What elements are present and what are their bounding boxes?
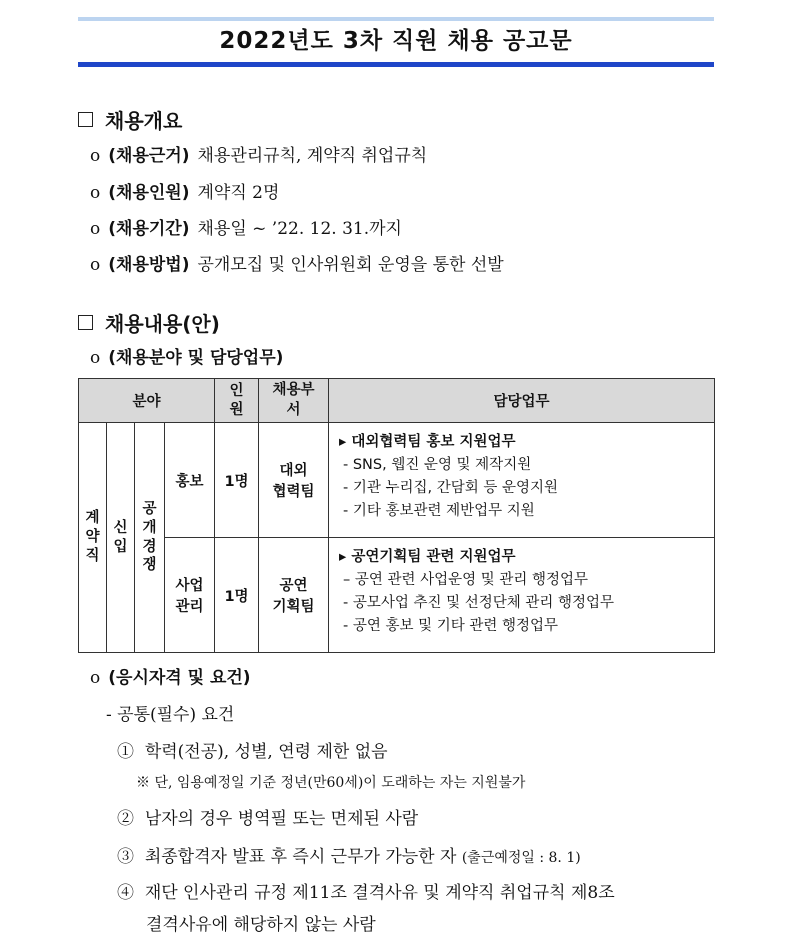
requirement-item: ① 학력(전공), 성별, 연령 제한 없음 — [117, 742, 388, 762]
row-field: 사업 관리 — [165, 538, 215, 653]
bullet-marker: o — [90, 668, 101, 688]
item-text: 채용일 ~ ’22. 12. 31.까지 — [197, 219, 402, 239]
table-row — [79, 538, 715, 653]
row-field: 홍보 — [165, 423, 215, 538]
checkbox-square-icon — [78, 112, 93, 127]
table-header-row — [79, 379, 715, 423]
content-subheading — [90, 343, 291, 368]
item-label: (채용분야 및 담당업무) — [108, 348, 284, 368]
item-text: 채용관리규칙, 계약직 취업규칙 — [197, 146, 428, 166]
item-label: (응시자격 및 요건) — [108, 668, 251, 688]
row-count: 1명 — [215, 538, 259, 653]
start-date-note: (출근예정일 : 8. 1) — [461, 850, 581, 866]
requirement-item: ② 남자의 경우 병역필 또는 면제된 사람 — [117, 809, 419, 829]
jobs-table — [78, 378, 715, 653]
bullet-marker: o — [90, 183, 101, 203]
group-kind-cell: 신입 — [107, 423, 135, 653]
requirement-number: ④ — [117, 883, 134, 903]
header-duty: 담당업무 — [329, 379, 715, 423]
overview-item-headcount — [90, 178, 279, 203]
header-count: 인원 — [215, 379, 259, 423]
bullet-marker: o — [90, 348, 101, 368]
checkbox-square-icon — [78, 315, 93, 330]
overview-item-method — [90, 250, 504, 275]
bullet-marker: o — [90, 255, 101, 275]
row-dept: 대외 협력팀 — [259, 423, 329, 538]
overview-item-period — [90, 214, 402, 239]
item-label: (채용근거) — [108, 146, 190, 166]
requirement-number: ② — [117, 809, 134, 829]
row-duty: ▸ 대외협력팀 홍보 지원업무 - SNS, 웹진 운영 및 제작지원 - 기관 누리집, 간담회 등 운영지원 - 기타 홍보관련 제반업무 지원 — [329, 423, 715, 538]
requirement-item: ③ 최종합격자 발표 후 즉시 근무가 가능한 자 (출근예정일 : 8. 1) — [117, 847, 581, 867]
title-bottom-rule — [78, 62, 714, 67]
row-duty: ▸ 공연기획팀 관련 지원업무 – 공연 관련 사업운영 및 관리 행정업무 - 공모사업 추진 및 선정단체 관리 행정업무 - 공연 홍보 및 기타 관련 행정업무 — [329, 538, 715, 653]
item-text: 계약직 2명 — [197, 183, 280, 203]
requirement-number: ③ — [117, 847, 134, 867]
group-method-cell: 공개경쟁 — [135, 423, 165, 653]
overview-item-basis — [90, 141, 427, 166]
section-overview-heading: 채용개요 — [78, 105, 182, 134]
requirements-heading — [90, 663, 259, 688]
requirements-common: - 공통(필수) 요건 — [106, 705, 235, 725]
item-label: (채용인원) — [108, 183, 190, 203]
header-dept: 채용부서 — [259, 379, 329, 423]
header-field: 분야 — [79, 379, 215, 423]
bullet-marker: o — [90, 146, 101, 166]
requirement-number: ① — [117, 742, 134, 762]
item-text: 공개모집 및 인사위원회 운영을 통한 선발 — [197, 255, 504, 275]
group-type-cell: 계약직 — [79, 423, 107, 653]
row-dept: 공연 기획팀 — [259, 538, 329, 653]
requirement-note: ※ 단, 임용예정일 기준 정년(만60세)이 도래하는 자는 지원불가 — [136, 775, 526, 791]
section-content-heading: 채용내용(안) — [78, 308, 220, 337]
requirement-continuation: 결격사유에 해당하지 않는 사람 — [146, 915, 376, 935]
table-row — [79, 423, 715, 538]
item-label: (채용기간) — [108, 219, 190, 239]
item-label: (채용방법) — [108, 255, 190, 275]
bullet-marker: o — [90, 219, 101, 239]
row-count: 1명 — [215, 423, 259, 538]
page-title: 2022년도 3차 직원 채용 공고문 — [219, 28, 573, 54]
requirement-item: ④ 재단 인사관리 규정 제11조 결격사유 및 계약직 취업규칙 제8조 — [117, 883, 615, 903]
